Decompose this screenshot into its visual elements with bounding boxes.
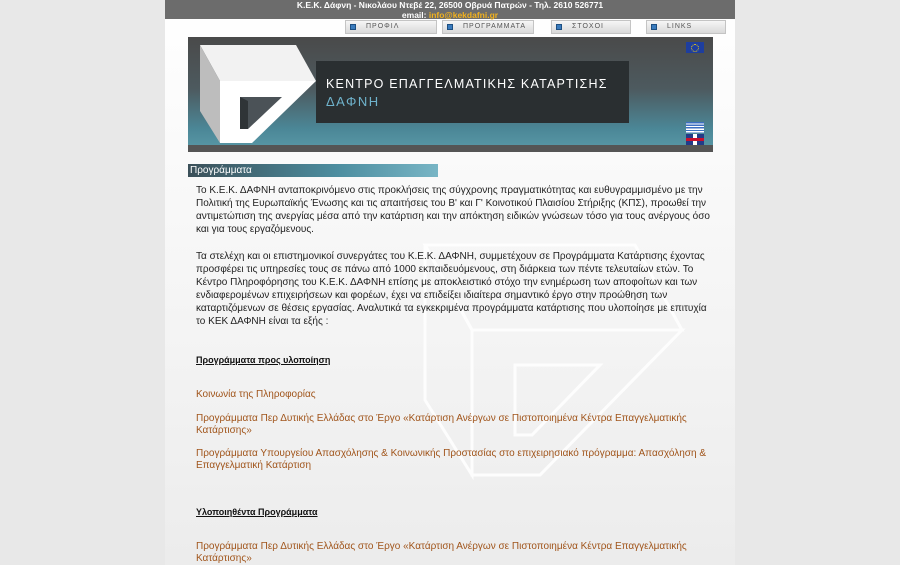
banner-title: ΚΕΝΤΡΟ ΕΠΑΓΓΕΛΜΑΤΙΚΗΣ ΚΑΤΑΡΤΙΣΗΣ [326,77,608,91]
uk-flag-icon[interactable] [686,134,704,145]
intro-paragraph-1: Το Κ.Ε.Κ. ΔΑΦΝΗ ανταποκρινόμενο στις προκλήσεις της σύγχρονης πραγματικότητας και ευθυγραμμισμένο με την Πολιτική της Ευρωπαϊκής Ένωσης και τις απαιτήσεις του Β' και Γ' Κοινοτικού Πλαισίου Στήριξης (ΚΠΣ), προωθεί την αντιμετώπιση της ανεργίας μέσα από την κατάρτιση και την απόκτηση ειδικών γνώσεων τόσο για τους ανέργους όσο και για τους εργαζόμενους. [196,185,710,235]
nav-goals-button[interactable] [551,20,631,34]
program-link[interactable]: Προγράμματα Περ Δυτικής Ελλάδας στο Έργο «Κατάρτιση Ανέργων σε Πιστοποιημένα Κέντρα Επαγγελματικής Κατάρτισης» [196,413,687,436]
square-bullet-icon [447,24,453,30]
email-line [165,10,735,20]
square-bullet-icon [350,24,356,30]
intro-text [196,184,711,342]
eu-flag-icon[interactable] [686,42,704,53]
intro-paragraph-2: Τα στελέχη και οι επιστημονικοί συνεργάτες του Κ.Ε.Κ. ΔΑΦΝΗ, συμμετέχουν σε Προγράμματα Κατάρτισης έχοντας προσφέρει τις υπηρεσίες τους σε πάνω από 1000 εκπαιδευόμενους, στη διάρκεια των πέντε τελευταίων ετών. Το Κέντρο Πληροφόρησης του Κ.Ε.Κ. ΔΑΦΝΗ επίσης με αποκλειστικό στόχο την ενημέρωση των αποφοίτων και των ενδιαφερομένων επιχειρήσεων και φορέων, έχει να επιδείξει ιδιαίτερα σημαντικό έργο στην προώθηση των καταρτιζόμενων σε θέσεις εργασίας. Αναλυτικά τα εγκεκριμένα προγράμματα κατάρτισης που υλοποίησε με επιτυχία το ΚΕΚ ΔΑΦΝΗ είναι τα εξής : [196,251,707,327]
nav-label: ΠΡΟΦΙΛ [366,23,400,30]
nav-programs-button[interactable] [442,20,534,34]
top-nav [165,20,735,35]
page-container [165,0,735,565]
square-bullet-icon [651,24,657,30]
banner-subtitle: ΔΑΦΝΗ [326,94,380,109]
banner-bottom-strip [188,145,713,152]
top-info-bar [165,0,735,19]
banner-title-box [316,61,629,123]
address-text: Κ.Ε.Κ. Δάφνη - Νικολάου Ντεβέ 22, 26500 Οβρυά Πατρών - Τηλ. 2610 526771 [296,0,604,10]
section-title: Προγράμματα [188,164,438,177]
email-link[interactable]: info@kekdafni.gr [428,10,499,20]
nav-label: ΠΡΟΓΡΑΜΜΑΤΑ [463,23,527,30]
completed-programs-heading: Υλοποιηθέντα Προγράμματα [196,507,318,517]
kek-dafni-logo-icon [196,41,316,146]
header-banner [188,37,713,152]
program-link[interactable]: Κοινωνία της Πληροφορίας [196,389,316,400]
greek-flag-icon[interactable] [686,122,704,133]
nav-profile-button[interactable] [345,20,437,34]
nav-links-button[interactable] [646,20,726,34]
nav-label: LINKS [667,23,693,30]
nav-label: ΣΤΟΧΟΙ [572,23,604,30]
program-link[interactable]: Προγράμματα Υπουργείου Απασχόλησης & Κοινωνικής Προστασίας στο επιχειρησιακό πρόγραμμα: Απασχόληση & Επαγγελματική Κατάρτιση [196,448,706,471]
email-label: email: [401,10,427,20]
square-bullet-icon [556,24,562,30]
program-link[interactable]: Προγράμματα Περ Δυτικής Ελλάδας στο Έργο «Κατάρτιση Ανέργων σε Πιστοποιημένα Κέντρα Επαγγελματικής Κατάρτισης» [196,541,687,564]
planned-programs-heading: Προγράμματα προς υλοποίηση [196,355,331,365]
